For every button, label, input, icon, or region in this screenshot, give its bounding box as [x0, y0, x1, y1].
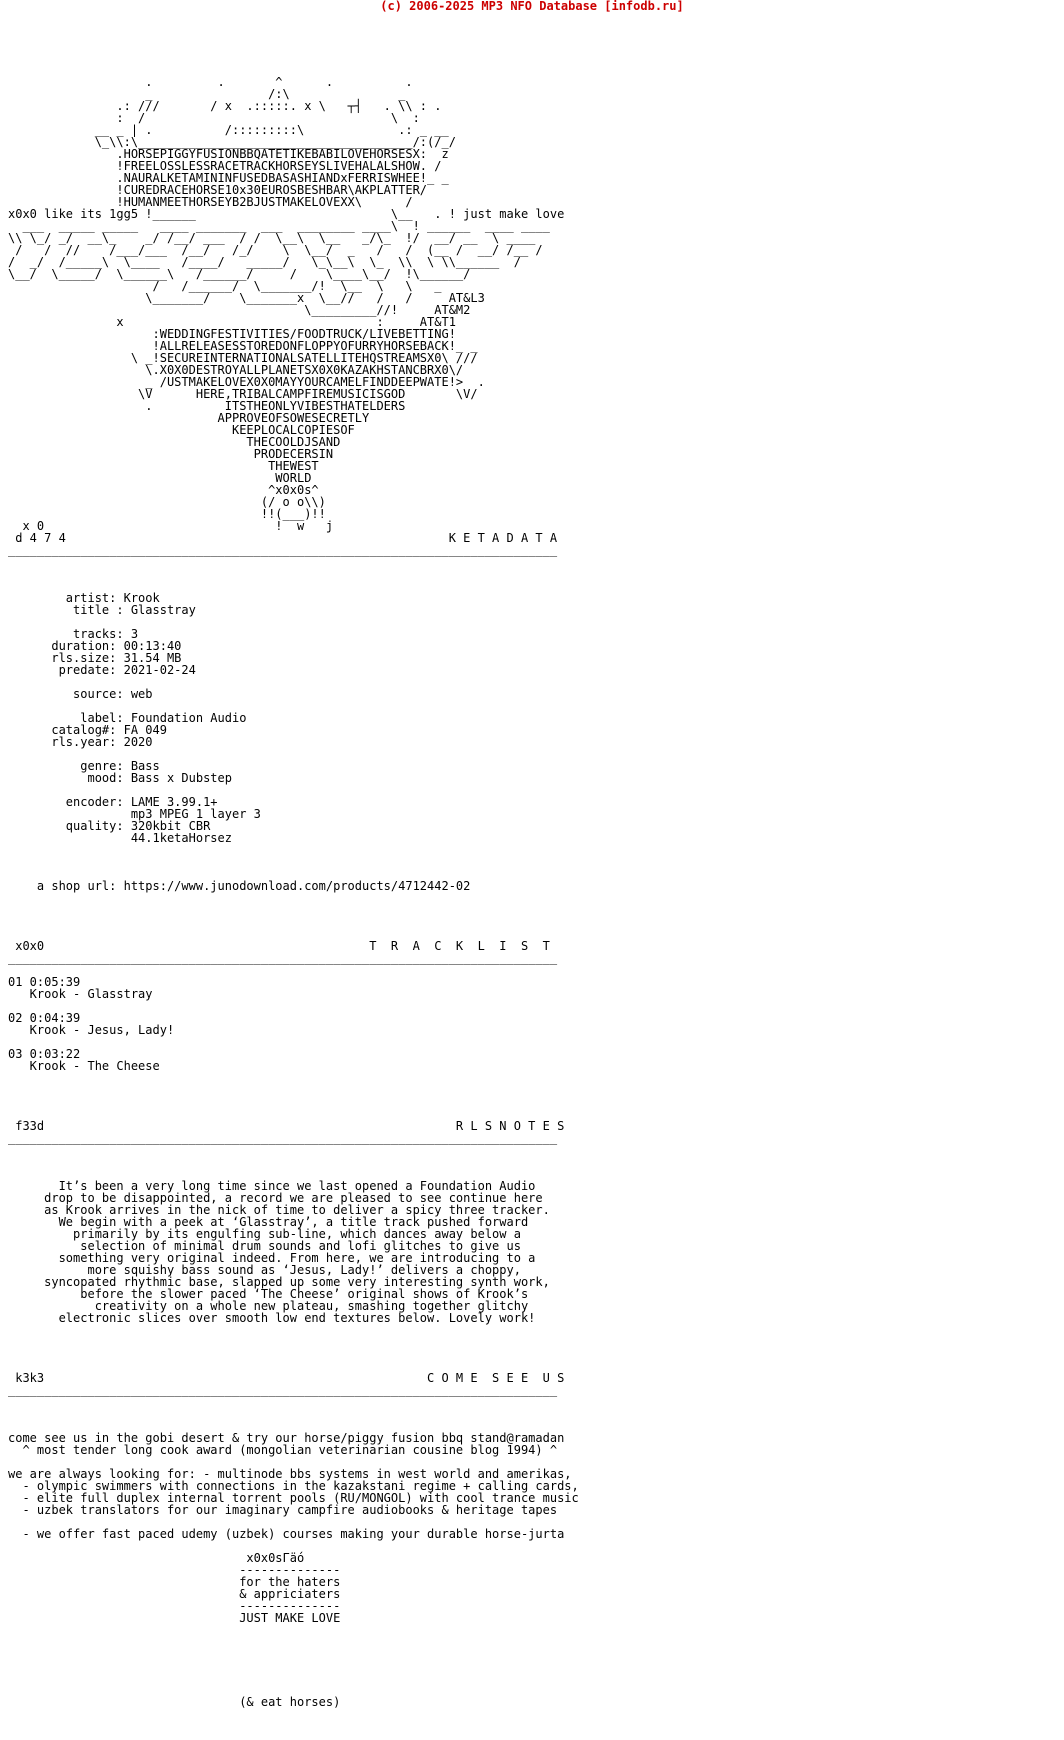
- nfo-line: .HORSEPIGGYFUSIONBBQATETIKEBABILOVEHORSESX: z: [8, 147, 449, 161]
- nfo-line: __ _ | . /:::::::::\ .: _ __: [8, 123, 449, 137]
- nfo-line: ^ most tender long cook award (mongolian veterinarian cousine blog 1994) ^: [8, 1443, 558, 1457]
- nfo-line: x0x0 like its 1gg5 !______ \__ . ! just make love: [8, 207, 565, 221]
- nfo-line: ____________________________________________________________________________: [8, 1383, 558, 1397]
- nfo-line: Krook - Jesus, Lady!: [8, 1023, 175, 1037]
- nfo-line: predate: 2021-02-24: [8, 663, 196, 677]
- nfo-line: catalog#: FA 049: [8, 723, 167, 737]
- nfo-line: 02 0:04:39: [8, 1011, 81, 1025]
- nfo-line: more squishy bass sound as ‘Jesus, Lady!’ delivers a choppy,: [8, 1263, 521, 1277]
- nfo-line: ____________________________________________________________________________: [8, 1131, 558, 1145]
- nfo-line: : / \ :: [8, 111, 420, 125]
- nfo-line: [8, 1672, 579, 1684]
- nfo-line: THECOOLDJSAND: [8, 435, 341, 449]
- nfo-line: [8, 844, 579, 856]
- nfo-line: [8, 40, 579, 52]
- nfo-line: [8, 904, 579, 916]
- nfo-line: .NAURALKETAMININFUSEDBASASHIANDxFERRISWHEE!_ _: [8, 171, 449, 185]
- nfo-line: [8, 1084, 579, 1096]
- nfo-line: [8, 856, 579, 868]
- nfo-line: syncopated rhythmic base, slapped up some very interesting synth work,: [8, 1275, 550, 1289]
- nfo-line: ____________________________________________________________________________: [8, 543, 558, 557]
- nfo-line: we are always looking for: - multinode bbs systems in west world and amerikas,: [8, 1467, 572, 1481]
- nfo-line: :WEDDINGFESTIVITIES/FOODTRUCK/LIVEBETTING!: [8, 327, 456, 341]
- nfo-line: genre: Bass: [8, 759, 160, 773]
- nfo-line: --------------: [8, 1599, 341, 1613]
- nfo-line: [8, 1000, 579, 1012]
- nfo-line: / / // /___/___ /__/ /_/ \ \__/ _ / / (__ / __/ /__ /: [8, 243, 543, 257]
- nfo-line: It’s been a very long time since we last opened a Foundation Audio: [8, 1179, 536, 1193]
- nfo-line: [8, 52, 579, 64]
- nfo-line: encoder: LAME 3.99.1+: [8, 795, 218, 809]
- nfo-line: duration: 00:13:40: [8, 639, 182, 653]
- nfo-line: quality: 320kbit CBR: [8, 819, 211, 833]
- nfo-line: rls.size: 31.54 MB: [8, 651, 182, 665]
- nfo-line: [8, 1408, 579, 1420]
- nfo-line: d 4 7 4 K E T A D A T A: [8, 531, 558, 545]
- nfo-line: . . ^ . .: [8, 75, 413, 89]
- nfo-line: We begin with a peek at ‘Glasstray’, a title track pushed forward: [8, 1215, 529, 1229]
- nfo-line: \__/ \_____/ \______\ /______/ / \____\__/ !\______/: [8, 267, 471, 281]
- nfo-line: ^x0x0s^: [8, 483, 319, 497]
- nfo-line: . ITSTHEONLYVIBESTHATELDERS: [8, 399, 406, 413]
- nfo-line: PRODECERSIN: [8, 447, 334, 461]
- nfo-line: x0x0sΓäó: [8, 1551, 305, 1565]
- nfo-line: \_______/ \_______x \__// / / AT&L3: [8, 291, 485, 305]
- nfo-line: !FREELOSSLESSRACETRACKHORSEYSLIVEHALALSHOW. /: [8, 159, 442, 173]
- nfo-line: \ _!SECUREINTERNATIONALSATELLITEHQSTREAMSX0\ ///: [8, 351, 478, 365]
- nfo-line: THEWEST: [8, 459, 319, 473]
- nfo-line: [8, 1636, 579, 1648]
- nfo-line: creativity on a whole new plateau, smashing together glitchy: [8, 1299, 529, 1313]
- nfo-line: [8, 1624, 579, 1636]
- nfo-line: ____________________________________________________________________________: [8, 951, 558, 965]
- nfo-line: [8, 1036, 579, 1048]
- nfo-line: & appriciaters: [8, 1587, 341, 1601]
- nfo-line: [8, 964, 579, 976]
- nfo-line: [8, 1336, 579, 1348]
- nfo-line: [8, 1096, 579, 1108]
- nfo-line: 44.1ketaHorsez: [8, 831, 232, 845]
- nfo-line: [8, 1072, 579, 1084]
- nfo-line: - olympic swimmers with connections in the kazakstani regime + calling cards,: [8, 1479, 579, 1493]
- nfo-line: !!(___)!!: [8, 507, 326, 521]
- nfo-line: Krook - The Cheese: [8, 1059, 160, 1073]
- nfo-line: source: web: [8, 687, 153, 701]
- nfo-line: mood: Bass x Dubstep: [8, 771, 232, 785]
- nfo-line: x : AT&T1: [8, 315, 456, 329]
- nfo-line: x0x0 T R A C K L I S T: [8, 939, 550, 953]
- nfo-line: _ /:\ _: [8, 87, 406, 101]
- nfo-line: k3k3 C O M E S E E U S: [8, 1371, 565, 1385]
- nfo-line: (& eat horses): [8, 1695, 341, 1709]
- nfo-line: \.X0X0DESTROYALLPLANETSX0X0KAZAKHSTANCBRX0\/: [8, 363, 464, 377]
- nfo-line: mp3 MPEG 1 layer 3: [8, 807, 261, 821]
- nfo-line: 03 0:03:22: [8, 1047, 81, 1061]
- nfo-line: - we offer fast paced udemy (uzbek) courses making your durable horse-jurta: [8, 1527, 565, 1541]
- nfo-line: [8, 1324, 579, 1336]
- nfo-line: before the slower paced ‘The Cheese’ original shows of Krook’s: [8, 1287, 529, 1301]
- nfo-line: \V HERE,TRIBALCAMPFIREMUSICISGOD \V/: [8, 387, 478, 401]
- nfo-line: 01 0:05:39: [8, 975, 81, 989]
- nfo-text: [8, 16, 579, 1708]
- nfo-line: !HUMANMEETHORSEYB2BJUSTMAKELOVEXX\ /: [8, 195, 413, 209]
- nfo-line: primarily by its engulfing sub-line, which dances away below a: [8, 1227, 521, 1241]
- nfo-line: [8, 1396, 579, 1408]
- nfo-line: Krook - Glasstray: [8, 987, 153, 1001]
- nfo-line: [8, 1348, 579, 1360]
- nfo-line: [8, 892, 579, 904]
- nfo-line: \\ \_/ _/ __\_ _/ /__/ ___ / / \__\ \__ _/\_ !/ __/ __ \ ____: [8, 231, 536, 245]
- nfo-line: something very original indeed. From here, we are introducing to a: [8, 1251, 536, 1265]
- nfo-line: --------------: [8, 1563, 341, 1577]
- nfo-line: f33d R L S N O T E S: [8, 1119, 565, 1133]
- nfo-line: a shop url: https://www.junodownload.com/products/4712442-02: [8, 879, 471, 893]
- nfo-line: [8, 1660, 579, 1672]
- nfo-line: come see us in the gobi desert & try our horse/piggy fusion bbq stand@ramadan: [8, 1431, 565, 1445]
- nfo-line: label: Foundation Audio: [8, 711, 247, 725]
- nfo-line: [8, 1156, 579, 1168]
- nfo-line: JUST MAKE LOVE: [8, 1611, 341, 1625]
- nfo-line: - uzbek translators for our imaginary campfire audiobooks & heritage tapes: [8, 1503, 558, 1517]
- nfo-line: x 0 ! w j: [8, 519, 334, 533]
- nfo-line: .: /// / x .:::::. x \ ┬┤ . \\ : .: [8, 99, 442, 113]
- nfo-line: [8, 568, 579, 580]
- nfo-line: !CUREDRACEHORSE10x30EUROSBESHBAR\AKPLATTER/: [8, 183, 428, 197]
- nfo-line: (/ o o\\): [8, 495, 326, 509]
- nfo-line: [8, 16, 579, 28]
- nfo-line: APPROVEOFSOWESECRETLY: [8, 411, 370, 425]
- nfo-line: - elite full duplex internal torrent pools (RU/MONGOL) with cool trance music: [8, 1491, 579, 1505]
- nfo-line: tracks: 3: [8, 627, 139, 641]
- nfo-line: [8, 1648, 579, 1660]
- nfo-line: _ /USTMAKELOVEX0X0MAYYOURCAMELFINDDEEPWATE!> .: [8, 375, 485, 389]
- site-header: (c) 2006-2025 MP3 NFO Database [infodb.ru]: [380, 0, 684, 13]
- nfo-line: [8, 28, 579, 40]
- nfo-line: [8, 916, 579, 928]
- nfo-line: \_________//! AT&M2: [8, 303, 471, 317]
- nfo-line: electronic slices over smooth low end textures below. Lovely work!: [8, 1311, 536, 1325]
- nfo-line: [8, 556, 579, 568]
- nfo-line: [8, 1144, 579, 1156]
- nfo-line: / /______/ \_______/! \__ \ \ _: [8, 279, 442, 293]
- nfo-line: !ALLRELEASESSTOREDONFLOPPYOFURRYHORSEBACK!_ _: [8, 339, 478, 353]
- nfo-line: drop to be disappointed, a record we are pleased to see continue here: [8, 1191, 543, 1205]
- nfo-line: ___ _____ _____ ____ _______ ___ ________ ____\ ! ______ ____ ____: [8, 219, 550, 233]
- nfo-line: title : Glasstray: [8, 603, 196, 617]
- nfo-line: / _/ /_____\ \____ /____/ _____/ \_\__\ \_ \\ \ \\______ /: [8, 255, 521, 269]
- nfo-line: rls.year: 2020: [8, 735, 153, 749]
- nfo-line: artist: Krook: [8, 591, 160, 605]
- nfo-line: as Krook arrives in the nick of time to deliver a spicy three tracker.: [8, 1203, 550, 1217]
- nfo-line: for the haters: [8, 1575, 341, 1589]
- nfo-line: KEEPLOCALCOPIESOF: [8, 423, 355, 437]
- nfo-line: \_\\:\______________________________________/:(/_/: [8, 135, 456, 149]
- nfo-line: selection of minimal drum sounds and lofi glitches to give us: [8, 1239, 521, 1253]
- nfo-line: WORLD: [8, 471, 312, 485]
